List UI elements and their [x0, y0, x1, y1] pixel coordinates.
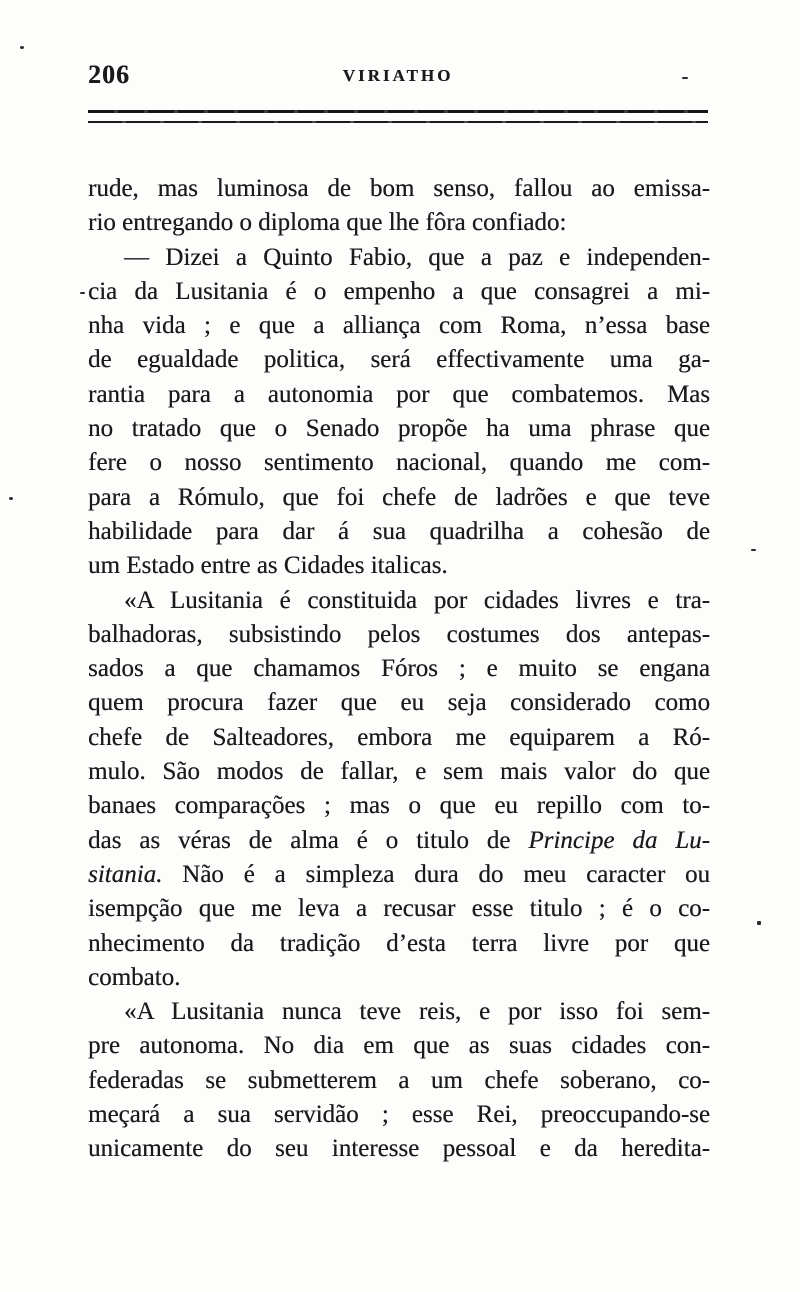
text-line — [88, 378, 710, 412]
text-segment: nhecimento da tradição d’esta terra livre por que — [88, 929, 710, 957]
text-line — [88, 1064, 710, 1098]
text-line — [88, 446, 710, 480]
text-segment: para a Rómulo, que foi chefe de ladrões e que teve — [88, 483, 710, 511]
text-segment: mulo. São modos de fallar, e sem mais valor do que — [88, 758, 710, 786]
scan-speck — [757, 921, 761, 925]
text-segment: meçará a sua servidão ; esse Rei, preoccupando-se — [88, 1101, 710, 1129]
text-segment: unicamente do seu interesse pessoal e da heredita- — [88, 1135, 710, 1163]
text-segment: no tratado que o Senado propõe ha uma phrase que — [88, 415, 710, 443]
text-segment: nha vida ; e que a alliança com Roma, n’essa base — [88, 312, 710, 340]
text-line — [88, 618, 710, 652]
scan-speck — [682, 77, 688, 79]
text-segment: habilidade para dar á sua quadrilha a cohesão de — [88, 517, 710, 545]
header-rule-bottom — [88, 121, 708, 123]
text-line — [88, 1132, 710, 1166]
text-line — [88, 584, 710, 618]
text-line — [88, 721, 710, 755]
text-line — [88, 241, 710, 275]
text-segment: rantia para a autonomia por que combatemos. Mas — [88, 380, 710, 408]
page-number: 206 — [88, 60, 130, 89]
text-line — [88, 961, 710, 995]
text-segment: «A Lusitania é constituida por cidades livres e tra- — [124, 586, 710, 614]
text-segment: — Dizei a Quinto Fabio, que a paz e independen- — [124, 243, 710, 271]
text-line — [88, 995, 710, 1029]
text-line — [88, 206, 710, 240]
scan-speck — [80, 292, 85, 294]
text-line — [88, 481, 710, 515]
text-block — [88, 172, 710, 1167]
text-line — [88, 652, 710, 686]
text-line — [88, 824, 710, 858]
text-segment: banaes comparações ; mas o que eu repillo com to- — [88, 792, 710, 820]
scan-speck — [751, 549, 756, 551]
text-line — [88, 1098, 710, 1132]
text-line — [88, 343, 710, 377]
text-segment: chefe de Salteadores, embora me equiparem a Ró- — [88, 723, 710, 751]
text-segment: de egualdade politica, será effectivamente uma ga- — [88, 346, 710, 374]
text-segment: fere o nosso sentimento nacional, quando me com- — [88, 449, 710, 477]
text-segment: combato. — [88, 963, 181, 991]
text-segment: das as véras de alma é o titulo de — [88, 826, 529, 854]
text-segment: quem procura fazer que eu seja considerado como — [88, 689, 710, 717]
text-line — [88, 927, 710, 961]
header-rule-top — [88, 110, 708, 113]
text-line — [88, 412, 710, 446]
text-segment: federadas se submetterem a um chefe soberano, co- — [88, 1066, 710, 1094]
text-line — [88, 515, 710, 549]
text-segment: pre autonoma. No dia em que as suas cidades con- — [88, 1032, 710, 1060]
text-line — [88, 549, 710, 583]
text-line — [88, 275, 710, 309]
text-segment: um Estado entre as Cidades italicas. — [88, 552, 448, 580]
text-segment: Não é a simpleza dura do meu caracter ou — [162, 860, 710, 888]
text-segment: «A Lusitania nunca teve reis, e por isso foi sem- — [124, 998, 710, 1026]
text-segment: balhadoras, subsistindo pelos costumes dos antepas- — [88, 620, 710, 648]
italic-text-segment: sitania. — [88, 860, 163, 888]
scan-speck — [9, 497, 13, 500]
text-segment: cia da Lusitania é o empenho a que consagrei a mi- — [88, 277, 710, 305]
text-line — [88, 686, 710, 720]
text-segment: sados a que chamamos Fóros ; e muito se engana — [88, 655, 710, 683]
text-segment: rio entregando o diploma que lhe fôra confiado: — [88, 209, 567, 237]
italic-text-segment: Principe da Lu- — [528, 826, 710, 854]
text-line — [88, 755, 710, 789]
text-line — [88, 892, 710, 926]
running-header-title: VIRIATHO — [342, 66, 454, 85]
scan-speck — [20, 46, 24, 49]
text-line — [88, 1029, 710, 1063]
text-line — [88, 858, 710, 892]
text-line — [88, 172, 710, 206]
text-line — [88, 309, 710, 343]
text-segment: isempção que me leva a recusar esse titulo ; é o co- — [88, 895, 710, 923]
text-line — [88, 789, 710, 823]
text-segment: rude, mas luminosa de bom senso, fallou ao emissa- — [88, 175, 710, 202]
